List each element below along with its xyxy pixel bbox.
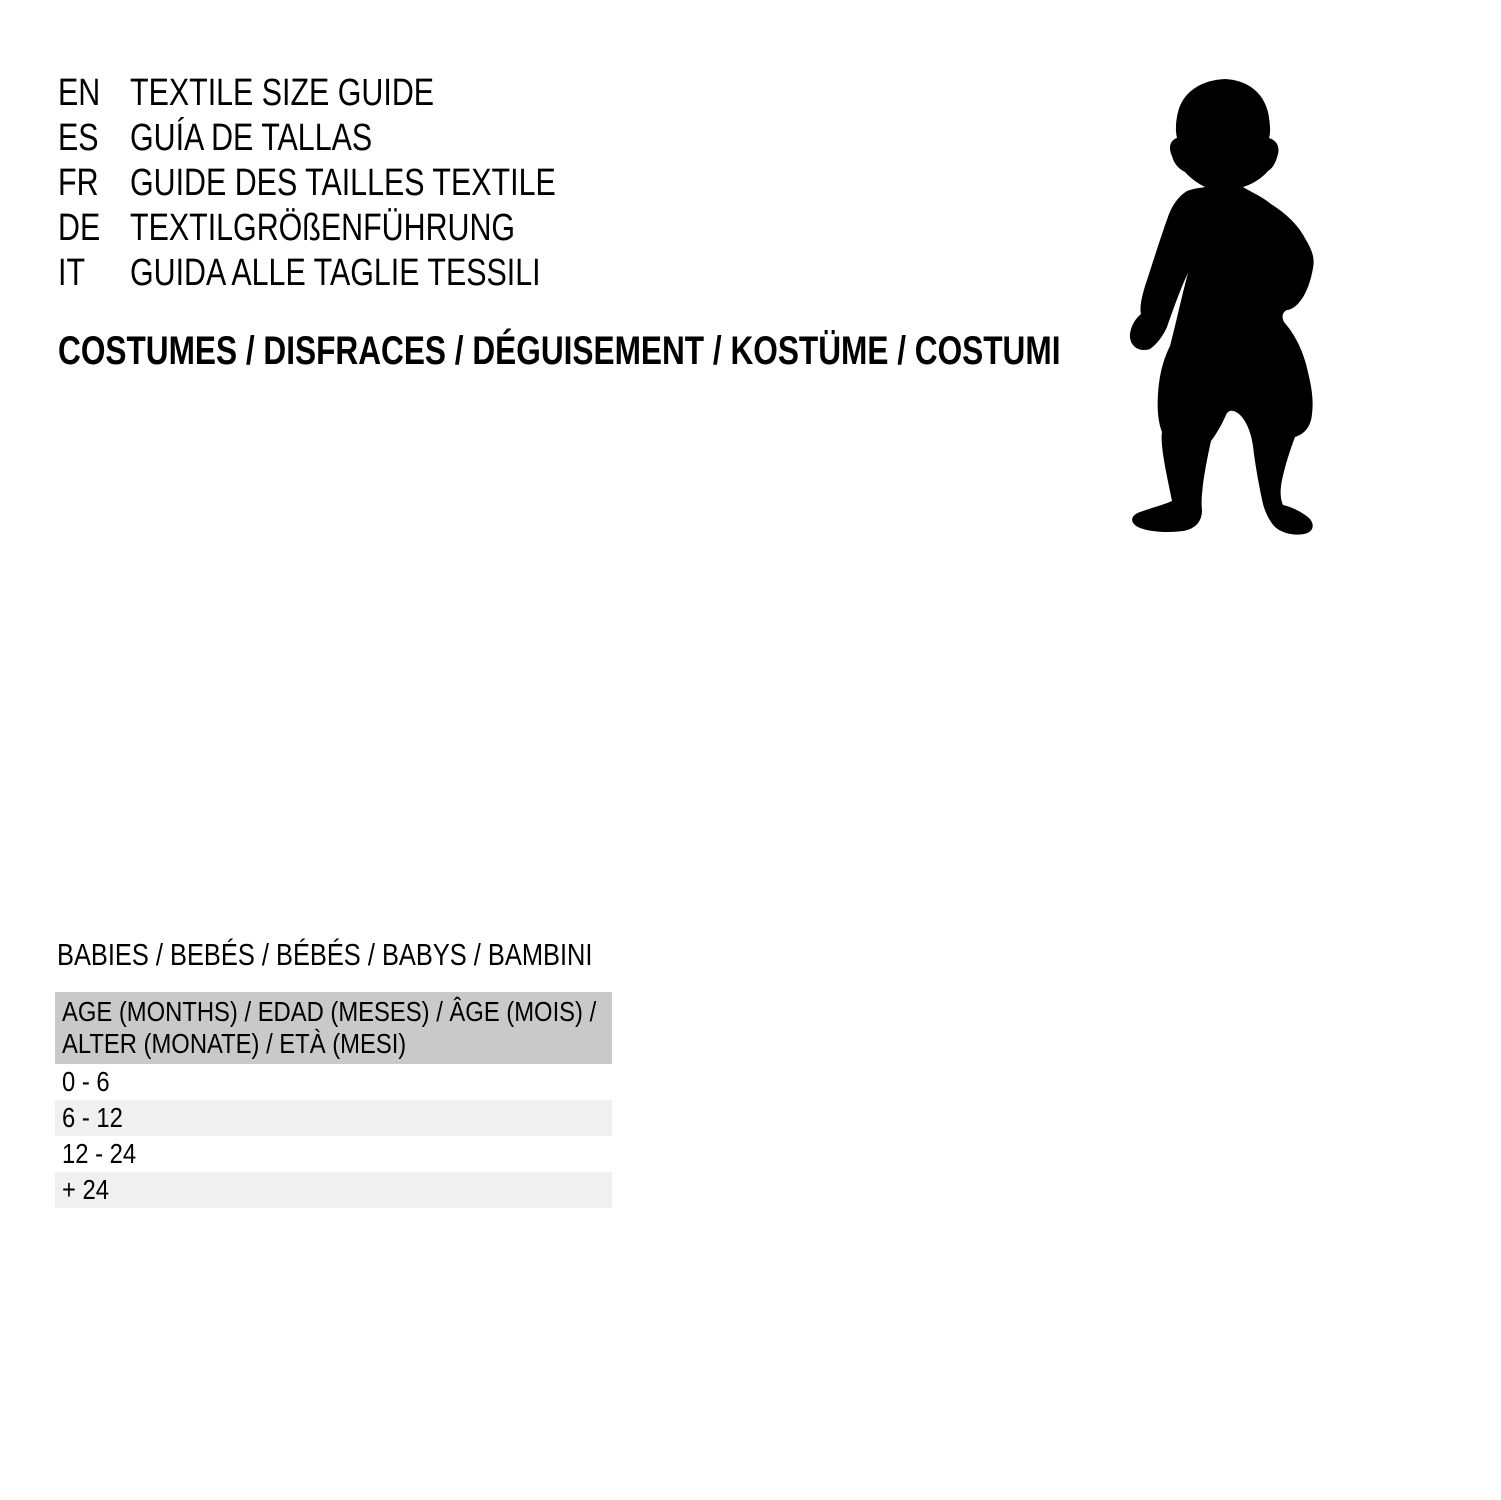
- language-label: TEXTILGRÖßENFÜHRUNG: [130, 207, 516, 249]
- language-label: GUIDE DES TAILLES TEXTILE: [130, 162, 556, 204]
- babies-section-heading: [57, 935, 710, 975]
- language-label: GUIDA ALLE TAGLIE TESSILI: [130, 252, 541, 294]
- baby-silhouette-icon: [1125, 76, 1321, 540]
- age-table-body: [55, 1064, 612, 1208]
- language-code: IT: [58, 252, 86, 294]
- language-code: DE: [58, 207, 101, 249]
- baby-silhouette-path: [1130, 79, 1314, 535]
- language-code: ES: [58, 117, 99, 159]
- language-row-it: [58, 251, 556, 296]
- age-table-header-line2: ALTER (MONATE) / ETÀ (MESI): [62, 1028, 407, 1059]
- language-code: FR: [58, 162, 99, 204]
- language-row-de: [58, 206, 556, 251]
- language-row-fr: [58, 161, 556, 206]
- language-row-es: [58, 116, 556, 161]
- age-table-header: [55, 992, 612, 1064]
- category-heading-text: COSTUMES / DISFRACES / DÉGUISEMENT / KOSTÜME / COSTUMI: [58, 329, 1061, 373]
- language-label: GUÍA DE TALLAS: [130, 117, 373, 159]
- table-row: 6 - 12: [55, 1100, 612, 1136]
- table-row: + 24: [55, 1172, 612, 1208]
- age-table-header-line1: AGE (MONTHS) / EDAD (MESES) / ÂGE (MOIS) /: [62, 996, 597, 1027]
- language-list: [58, 71, 680, 296]
- language-row-en: [58, 71, 556, 116]
- age-size-table: [55, 992, 612, 1208]
- table-row: 0 - 6: [62, 1066, 110, 1097]
- language-code: EN: [58, 72, 101, 114]
- language-label: TEXTILE SIZE GUIDE: [130, 72, 435, 114]
- baby-silhouette-figure: [1125, 76, 1321, 540]
- babies-section-heading-text: BABIES / BEBÉS / BÉBÉS / BABYS / BAMBINI: [57, 937, 593, 972]
- table-row: 12 - 24: [62, 1138, 137, 1169]
